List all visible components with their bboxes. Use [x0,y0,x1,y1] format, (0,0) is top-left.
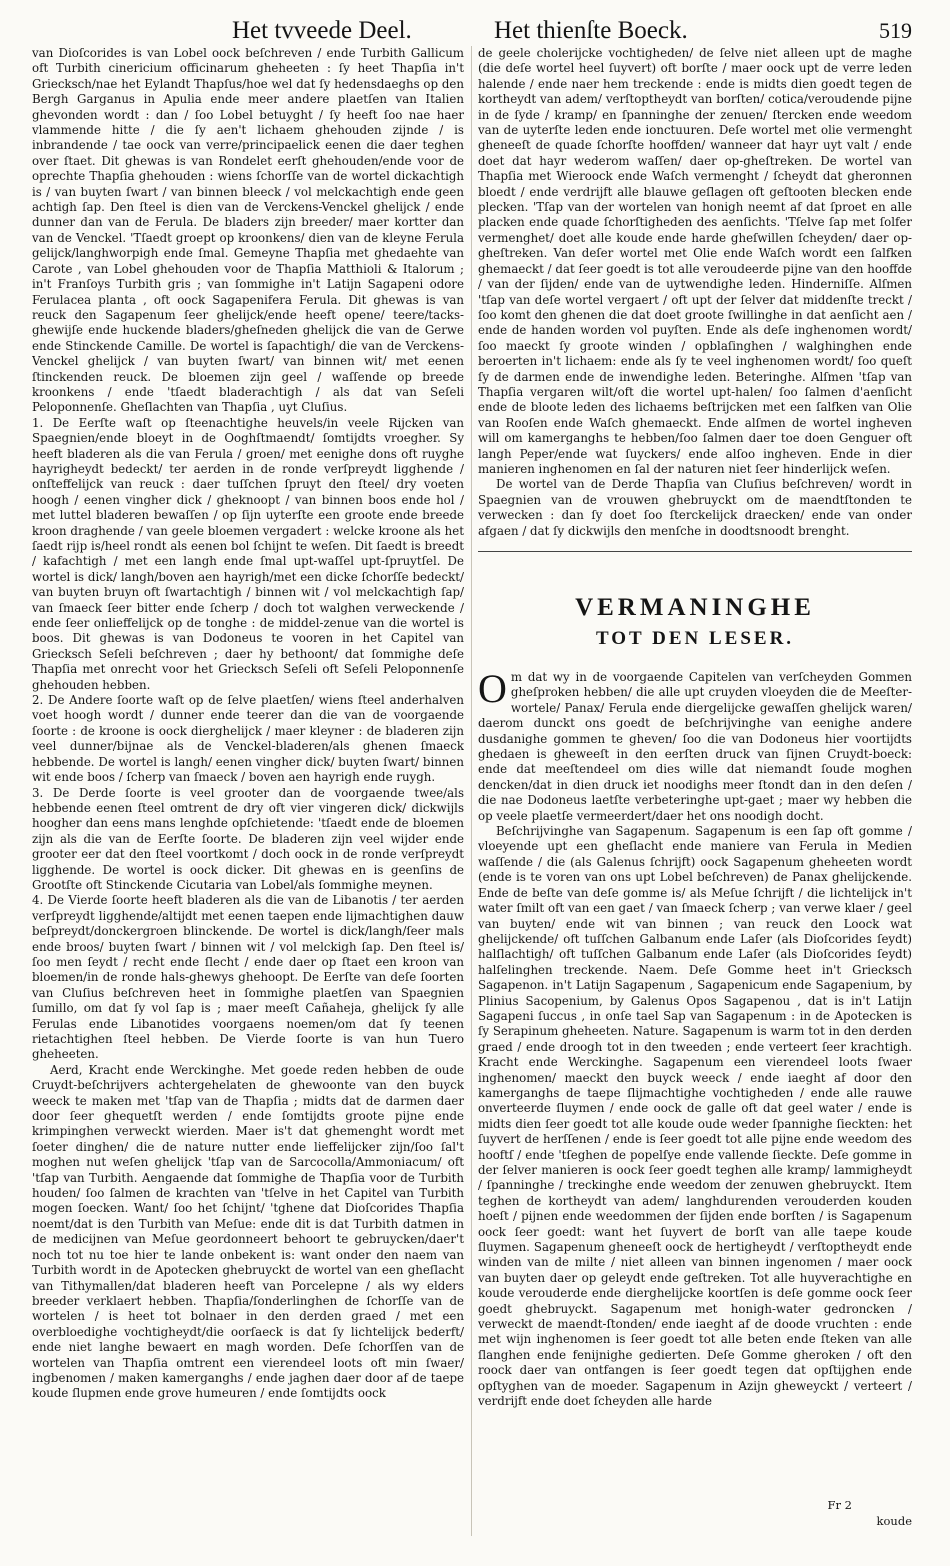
paragraph-first-kind: 1. De Eerſte waſt op ſteenachtighe heuvels/in veele Rijcken van Spaegnien/ende bloeyt in de Ooghſtmaendt/ ſomtijdts vroegher. Sy heeft bladeren als die van Ferula / groen/ met eenighe dons oft ruyghe hayrigheydt bedeckt/ ter aerden in de ronde verſpreydt ligghende / onſteffelijck van reuck : daer tuſſchen ſpruyt den ſteel/ dry voeten hoogh / eenen vingher dick / gheknoopt / van binnen boos ende hol / met luttel bladeren bewaſſen / op ſijn uyterſte een groote ende breede kroon draghende / van geele bloemen vergadert : welcke kroone als het ſaedt rijp is/heel rondt als eenen bol ſchijnt te weſen. Dit ſaedt is breedt / kafachtigh / met een langh ende ſmal upt-waſſel upt-ſpruytſel. De wortel is dick/ langh/boven aen hayrigh/met een dicke ſchorſſe bedeckt/ van buyten bruyn oft ſwartachtigh / binnen wit / vol melckachtigh ſap/ van ſmaeck ſeer bitter ende ſcherp / doch tot walghen verweckende / ende ſeer onlieffelijck op de tonghe : de middel-zenue van die wortel is boos. Dit ghewas is van Dodoneus te vooren in het Capitel van Griecksch Seſeli beſchreven ; daer hy bethoont/ dat ſommighe deſe Thapſia met onrecht voor het Griecksch Seſeli oft Seſeli Peloponnenſe ghehouden hebben. [32,415,464,692]
text-columns [32,46,912,1536]
paragraph-address-to-reader [478,666,912,824]
running-head-left: Het tvveede Deel. [232,17,412,44]
page-number: 519 [879,18,912,43]
section-title: VERMANINGHE [575,594,815,621]
paragraph-thapsia-intro: van Dioſcorides is van Lobel oock beſchreven / ende Turbith Gallicum oft Turbith cinericium officinarum gheheeten : ſy heet Thapſia in't Griecksch/nae het Eylandt Thapſus/hoe wel dat ſy hedensdaeghs op den Bergh Garganus in Apulia ende meer andere plaetſen van Italien ghevonden wordt : dan / ſoo Lobel betuyght / ſy heeft ſoo nae haer vlammende hitte / die ſy aen't lichaem ghehouden zijnde / is inbrandende / tae oock van verre/principaelick eenen die daer teghen over ſtaet. Dit ghewas is van Rondelet eerſt ghehouden/ende voor de oprechte Thapſia ghehouden : wiens ſchorſſe van de wortel dickachtigh is / van buyten ſwart / van binnen bleeck / vol melckachtigh ende geen achtigh ſap. Den ſteel is dien van de Verckens-Venckel ghelijck / ende dunner dan van de Ferula. De bladers zijn breeder/ maer kortter dan van de Venckel. 'Tſaedt groept op kroonkens/ dien van de kleyne Ferula gelijck/langhworpigh ende ſmal. Gemeyne Thapſia met ghedaehte van Carote , van Lobel ghehouden voor de Thapſia Matthioli & Italorum ; in't Franſoys Turbith gris ; van ſommighe in't Latijn Sagapeni odore Ferulacea planta , oft oock Sagapenifera Ferula. Dit ghewas is van reuck den Sagapenum ſeer ghelijck/ende heeft opene/ teere/tacks-ghewijſe ende huckende bladers/gheſneden ghelijck die van de Gerwe ende Stinckende Camille. De wortel is ſapachtigh/ die van de Verckens-Venckel ghelijck / van buyten ſwart/ van binnen wit/ met eenen ſtinckenden reuck. De bloemen zijn geel / waſſende op breede kroonkens / ende 'tſaedt bladerachtigh / als dat van Seſeli Peloponnenſe. Gheſlachten van Thapſia , uyt Cluſius. [32,46,464,415]
paragraph-fourth-kind: 4. De Vierde ſoorte heeft bladeren als die van de Libanotis / ter aerden verſpreydt ligghende/altijdt met eenen taepen ende lijmachtighen dauw beſpreydt/donckergroen blinckende. De wortel is dick/langh/ſeer mals ende broos/ buyten ſwart / binnen wit / vol melckigh ſap. Den ſteel is/ſoo men ſeydt / recht ende ſlecht / ende daer op ſtaet een kroon van bloemen/in de ronde hals-ghewys ghehoopt. De Eerſte van deſe ſoorten van Cluſius beſchreven heet in ſommighe plaetſen van Spaegnien ſumillo, om dat ſy vol ſap is ; maer meeſt Cañaheja, ghelijck ſy alle Ferulas ende Libanotides voorgaens noemen/om dat ſy teenen rietachtighen ſteel hebben. De Vierde ſoorte is van hun Tuero gheheeten. [32,893,464,1062]
paragraph-third-kind: 3. De Derde ſoorte is veel grooter dan de voorgaende twee/als hebbende eenen ſteel omtrent de dry oft vier vingeren dick/ dickwijls hoogher dan eens mans lenghde opſchietende: 'tſaedt ende de bloemen zijn als die van de Eerſte ſoorte. De bladeren zijn veel wijder ende grooter eer dat den ſteel voortkomt / doch oock in de ronde verſpreydt ligghende. De wortel is oock dicker. Dit ghewas en is geenſins de Grootſte oft Stinckende Cicutaria van Lobel/als ſommighe meynen. [32,785,464,892]
right-column [478,46,912,1536]
catchword: koude [876,1514,912,1528]
left-column [32,46,464,1536]
signature-mark: Fr 2 [827,1498,852,1512]
address-text: m dat wy in de voorgaende Capitelen van verſcheyden Gommen gheſproken hebben/ die alle upt cruyden vloeyden die de Meeſter-wortele/ Panax/ Ferula ende diergelijcke gewaſſen ghelijck waren/ daerom dunckt ons goedt de beſchrijvinghe van eenighe andere dusdanighe gommen te gheven/ ſoo die van Dodoneus hier voortijdts ghedaen is gheweeſt in den eerſten druck van ſijnen Cruydt-boeck: ende dat meeſtendeel om dies wille dat niemandt ſoude moghen dencken/dat in dien druck iet noodighs meer ſtondt dan in den deſen / die nae Dodoneus laetſte verbeteringhe upt-gaet ; maer wy hebben die op veele plaetſe vermeerdert/daer het ons noodigh docht. [478,670,912,823]
paragraph-third-thapsia-use: De wortel van de Derde Thapſia van Cluſius beſchreven/ wordt in Spaegnien van de vrouwen ghebruyckt om de maendtſtonden te verwecken : dan ſy doet ſoo ſterckelijck draecken/ ende van onder afgaen / dat ſy dickwijls den menſche in doodtsnoodt brenght. [478,477,912,538]
paragraph-effects-continued: de geele cholerijcke vochtigheden/ de ſelve niet alleen upt de maghe (die deſe wortel heel ſuyvert) oft borſte / maer oock upt de verre leden halende / ende naer hem treckende : ende is midts dien goedt tegen de kortheydt van adem/ verſtoptheydt van borſten/ cotica/veroudende pijne in de ſyde / kramp/ en ſpanninghe der zenuen/ ſtercken ende weedom van de uyterſte leden ende ionctuuren. Deſe wortel met olie vermenght gheneeſt de quade ſchorſte hooffden/ wanneer dat hayr uyt valt / ende doet dat hayr wederom waſſen/ daer op-gheſtreken. De wortel van Thapſia met Wieroock ende Waſch vermenght / ſcheydt dat gheronnen bloedt / ende verdrijft alle blauwe geſlagen oft geſtooten blecken ende plecken. 'Tſap van der wortelen van honigh neemt af dat ſproet en alle placken ende quade ſchorſtigheden des aenſichts. 'Tſelve ſap met ſolfer vermenghet/ doet alle koude ende harde gheſwillen ſcheyden/ daer op-gheſtreken. Van deſer wortel met Olie ende Waſch wordt een ſalfken ghemaeckt / dat ſeer goedt is tot alle veroudeerde pijne van den hooffde / van der ſijden/ ende van de uytwendighe leden. Hinderniſſe. Alſmen 'tſap van deſe wortel vergaert / oft upt der ſelver dat middenſte treckt / ſoo komt den ghenen die dat doet groote ſwillinghe in dat aenſicht aen / ende de handen worden vol puyſten. Ende als deſe inghenomen wordt/ſoo maeckt ſy groote winden / opblaſinghen / walghinghen ende beroerten in't lichaem: ende als ſy te veel inghenomen wordt/ ſoo queſt ſy de darmen ende de inwendighe leden. Beteringhe. Alſmen 'tſap van Thapſia vergaren wilt/oft die wortel upt-halen/ ſoo ſalmen d'aenſicht ende de bloote leden des lichaems beſtrijcken met een ſalfken van Olie van Rooſen ende Waſch ghemaeckt. Ende alſmen de wortel ingheven will om kamerganghs te hebben/ſoo ſalmen daer toe doen Genguer oft langh Peper/ende wat ſuyckers/ ende alſoo ingheven. Ende in dier manieren inghenomen en ſal der naturen niet ſeer hinderlijck weſen. [478,46,912,476]
running-head-right: Het thienſte Boeck. [494,17,688,44]
section-subtitle: TOT DEN LESER. [595,628,795,649]
paragraph-sagapenum: Beſchrijvinghe van Sagapenum. Sagapenum is een ſap oft gomme / vloeyende upt een gheſlacht ende maniere van Ferula in Medien waſſende / die (als Galenus ſchrijft) oock Sagapenum gheheeten wordt (ende is te voren van ons upt Lobel beſchreven) de Panax ghelijckende. Ende de beſte van deſe gomme is/ als Meſue ſchrijft / die lichtelijck in't water ſmilt oft van een gaet / van ſmaeck ſcherp ; van verwe klaer / geel van buyten/ ende wit van binnen ; van reuck den Loock wat ghelijckende/ oft tuſſchen Galbanum ende Laſer (als Dioſcorides ſeydt) halſlachtigh/ oft tuſſchen Galbanum ende Laſer (als Dioſcorides ſeydt) halſelinghen treckende. Naem. Deſe Gomme heet in't Griecksch Sagapenon. in't Latijn Sagapenum , Sagapenicum ende Sagapenium, by Plinius Sacopenium, by Galenus Opos Sagapenou , dat is in't Latijn Sagapeni ſuccus , in onſe tael Sap van Sagapenum : in de Apotecken is ſy Serapinum gheheeten. Nature. Sagapenum is warm tot in den derden graed / ende droogh tot in den tweeden ; ende verteert ſeer krachtigh. Kracht ende Werckinghe. Sagapenum een vierendeel loots ſwaer inghenomen/ maeckt den buyck weeck / ende iaeght af door den kamerganghs de taepe ſlijmachtighe vochtigheden / ende alle rauwe onverteerde ſluymen / ende oock de galle oft dat geel water / ende is midts dien ſeer goedt tot alle koude oude weder ſpannighe ſieckten: het ſuyvert de herſſenen / ende is ſeer goedt tot alle pijne ende weedom des hooftſ / ende 'tſeghen de popelſye ende vallende ſieckte. Deſe gomme in der ſelver manieren is oock ſeer goedt teghen alle kramp/ lammigheydt / ſpanninghe / treckinghe ende weedom der zenuwen ghebruyckt. Item teghen de kortheydt van adem/ langhdurenden verouderden kouden hoeſt / pijnen ende weedommen der ſijden ende borſten / is Sagapenum oock ſeer goedt: want het ſuyvert de borſt van alle taepe koude ſluymen. Sagapenum gheneeſt oock de hertigheydt / verſtoptheydt ende winden van de milte / niet alleen van binnen ingenomen / maer oock van buyten daer op geleydt ende geſtreken. Tot alle huyverachtighe en koude verouderde ende dierghelijcke koortſen is deſe gomme oock ſeer goedt ghebruyckt. Sagapenum met honigh-water gedroncken / verweckt de maendt-ſtonden/ ende iaeght af de doode vruchten : ende met wijn inghenomen is ſeer goedt tot alle beten ende ſteken van alle ſlanghen ende fenijnighe gedierten. Deſe Gomme gheroken / oft den roock daer van ontfangen is ſeer goedt tegen dat opſtijghen ende opſtyghen van de moeder. Sagapenum in Azijn gheweyckt / verteert / verdrijft ende doet ſcheyden alle harde [478,824,912,1409]
paragraph-nature-and-effect: Aerd, Kracht ende Werckinghe. Met goede reden hebben de oude Cruydt-beſchrijvers achtergehelaten de ghewoonte van den buyck weeck te maken met 'tſap van de Thapſia ; midts dat de darmen daer door ſeer ghequetſt werden / ende ſomtijdts groote pijne ende krimpinghen verweckt wierden. Maer is't dat ghemenght wordt met ſoeter dinghen/ die de nature nutter ende lieffelijcker zijn/ſoo ſal't moghen nut weſen ghelijck 'tſap van de Sarcocolla/Ammoniacum/ oft 'tſap van Turbith. Aengaende dat ſommighe de Thapſia voor de Turbith houden/ ſoo ſalmen de krachten van 'tſelve in het Capitel van Turbith mogen ſoecken. Want/ ſoo het ſchijnt/ 'tghene dat Dioſcorides Thapſia noemt/dat is den Turbith van Meſue: ende dit is dat Turbith datmen in de medicijnen van Meſue geordonneert behoort te gebruycken/daer't noch tot nu toe hier te lande onbekent is: want onder den naem van Turbith wordt in de Apotecken ghebruyckt de wortel van een gheſlacht van Tithymallen/dat bladeren heeft van Porcelepne / als wy elders breeder verklaert hebben. Thapſia/ſonderlinghen de ſchorſſe van de wortelen / is heet tot bolnaer in den derden graed / met een overbloedighe vochtigheydt/die oorſaeck is dat ſy lichtelijck bederft/ ende niet langhe bewaert en magh worden. Deſe ſchorſſen van de wortelen van Thapſia omtrent een vierendeel loots oft min ſwaer/ ingbenomen / maken kamerganghs / ende jaghen daer door af de taepe koude ſlupmen ende grove humeuren / ende ſomtijdts oock [32,1062,464,1401]
column-divider [471,46,472,1536]
paragraph-second-kind: 2. De Andere ſoorte waſt op de ſelve plaetſen/ wiens ſteel anderhalven voet hoogh wordt / dunner ende teerer dan die van de voorgaende ſoorte : de kroone is oock dierghelijck / maer kleyner : de bladeren zijn veel dunner/bijnae als de Venckel-bladeren/als ghenen ſmaeck hebbende. De wortel is langh/ eenen vingher dick/ buyten ſwart/ binnen wit ende boos / ſcherp van ſmaeck / boven aen hayrigh ende ruygh. [32,693,464,785]
drop-cap: O [478,666,507,711]
section-rule [478,551,912,552]
